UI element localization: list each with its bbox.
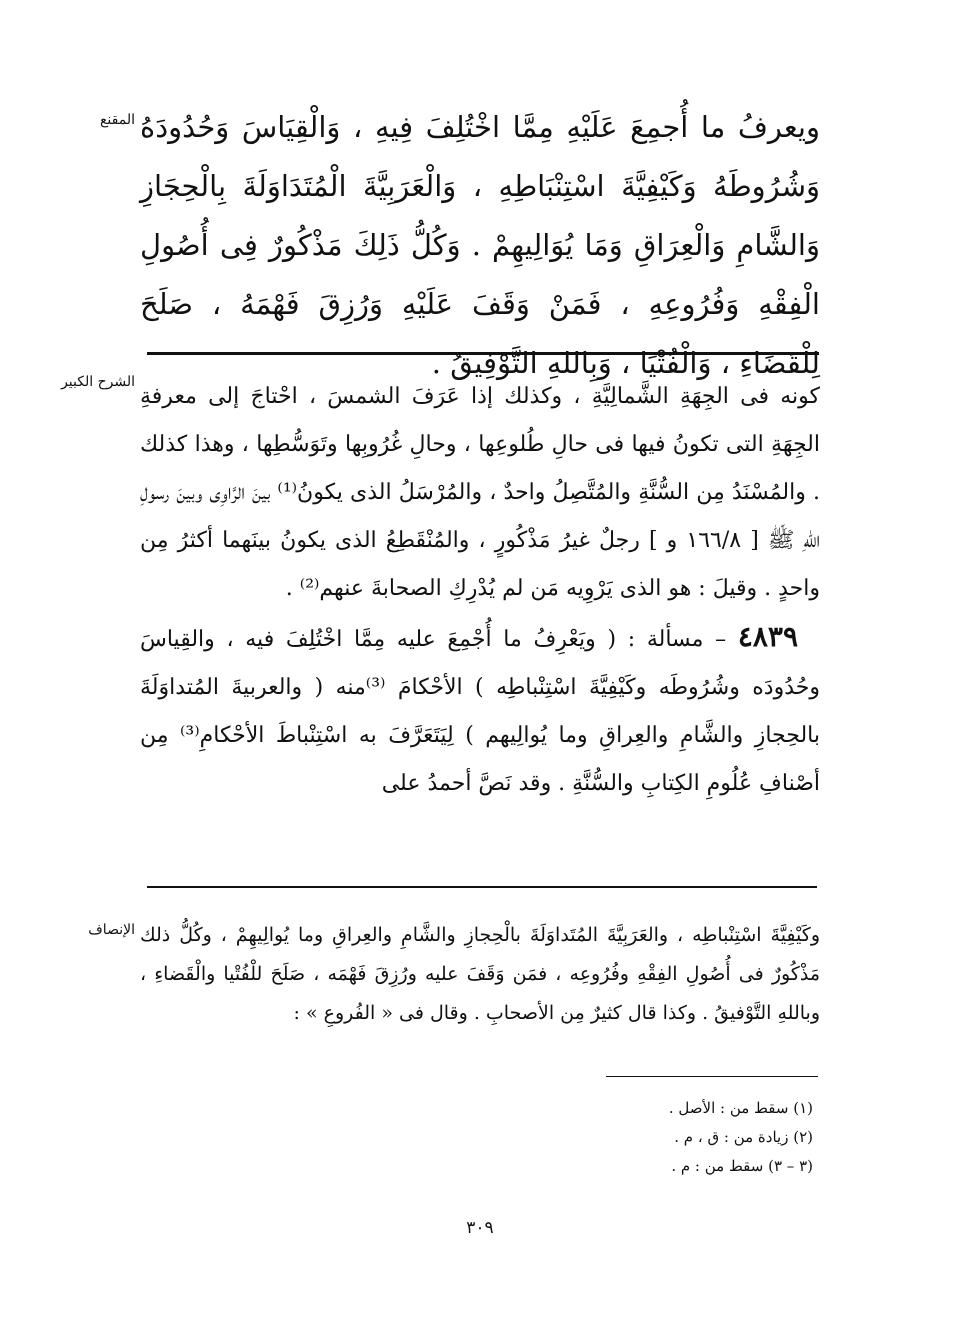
footnote-3: (٣ – ٣) سقط من : م . xyxy=(671,1157,813,1175)
footnote-divider xyxy=(606,1076,818,1077)
issue-number: ٤٨٣٩ xyxy=(737,620,798,653)
side-label-insaf: الإنصاف xyxy=(88,922,135,938)
sharh-paragraph-2-text: – مسألة : ( ويَعْرِفُ ما أُجْمِعَ عليه مِمَّا اخْتُلِفَ فيه ، والقِياسَ وحُدُودَه وشُرُوطَه وكَيْفِيَّةَ اسْتِنْباطِه ) الأحْكامَ ⁽³⁾منه ( والعربيةَ المُتداوَلَةَ بالحِجازِ والشَّامِ والعِراقِ وما يُوالِيهم ) لِيَتَعَرَّفَ به اسْتِنْباطَ الأحْكامِ⁽³⁾ مِن أصْنافِ عُلُومِ الكِتابِ والسُّنَّةِ . وقد نَصَّ أحمدُ على xyxy=(140,627,820,796)
page-number: ٣٠٩ xyxy=(466,1218,494,1238)
middle-divider xyxy=(147,886,817,888)
side-label-mugni: المقنع xyxy=(99,112,135,128)
footnotes xyxy=(513,1094,813,1181)
sharh-text-block xyxy=(140,373,820,808)
mugni-text-block xyxy=(140,98,820,393)
top-divider xyxy=(147,352,819,355)
side-label-sharh: الشرح الكبير xyxy=(61,374,135,390)
sharh-paragraph-1: كونه فى الجِهَةِ الشَّمالِيَّةِ ، وكذلك إذا عَرَفَ الشمسَ ، احْتاجَ إلى معرفةِ الجِهَةِ التى تكونُ فيها فى حالِ طُلوعِها ، وحالِ غُرُوبِها وتَوَسُّطِها ، وهذا كذلك . والمُسْنَدُ مِن السُّنَّةِ والمُتَّصِلُ واحدٌ ، والمُرْسَلُ الذى يكونُ⁽¹⁾ بينَ الرَّاوِى وبينَ رسولِ اللهِ ﷺ [ ١٦٦/٨ و ] رجلٌ غيرُ مَذْكُورٍ ، والمُنْقَطِعُ الذى يكونُ بينَهما أكثرُ مِن واحدٍ . وقيلَ : هو الذى يَرْوِيه مَن لم يُدْرِكِ الصحابةَ عنهم⁽²⁾ . xyxy=(140,384,820,601)
mugni-text: ويعرفُ ما أُجمِعَ عَلَيْهِ مِمَّا اخْتُلِفَ فِيهِ ، وَالْقِيَاسَ وَحُدُودَهُ وَشُرُوطَهُ وَكَيْفِيَّةَ اسْتِنْبَاطِهِ ، وَالْعَرَبِيَّةَ الْمُتَدَاوَلَةَ بِالْحِجَازِ وَالشَّامِ وَالْعِرَاقِ وَمَا يُوَالِيهِمْ . وَكُلُّ ذَلِكَ مَذْكُورٌ فِى أُصُولِ الْفِقْهِ وَفُرُوعِهِ ، فَمَنْ وَقَفَ عَلَيْهِ وَرُزِقَ فَهْمَهُ ، صَلَحَ لِلْقَضَاءِ ، وَالْفُتْيَا ، وَبِاللهِ التَّوْفِيقُ . xyxy=(140,110,820,380)
footnote-1: (١) سقط من : الأصل . xyxy=(668,1099,813,1117)
sharh-paragraph-2 xyxy=(140,613,820,808)
insaf-text: وكَيْفِيَّةَ اسْتِنْباطِه ، والعَرَبِيَّةَ المُتَداوَلَةَ بالْحِجازِ والشَّامِ والعِراقِ وما يُوالِيهِمْ ، وكُلُّ ذلك مَذْكُورٌ فى أُصُولِ الفِقْهِ وفُرُوعِه ، فمَن وَقَفَ عليه ورُزِقَ فَهْمَه ، صَلَحَ للْفُتْيا والْقَضاءِ ، وباللهِ التَّوْفيقُ . وكذا قال كثيرٌ مِن الأصحابِ . وقال فى « الفُروعِ » : xyxy=(140,924,820,1024)
footnote-2: (٢) زيادة من : ق ، م . xyxy=(674,1128,813,1146)
insaf-text-block xyxy=(140,916,820,1033)
